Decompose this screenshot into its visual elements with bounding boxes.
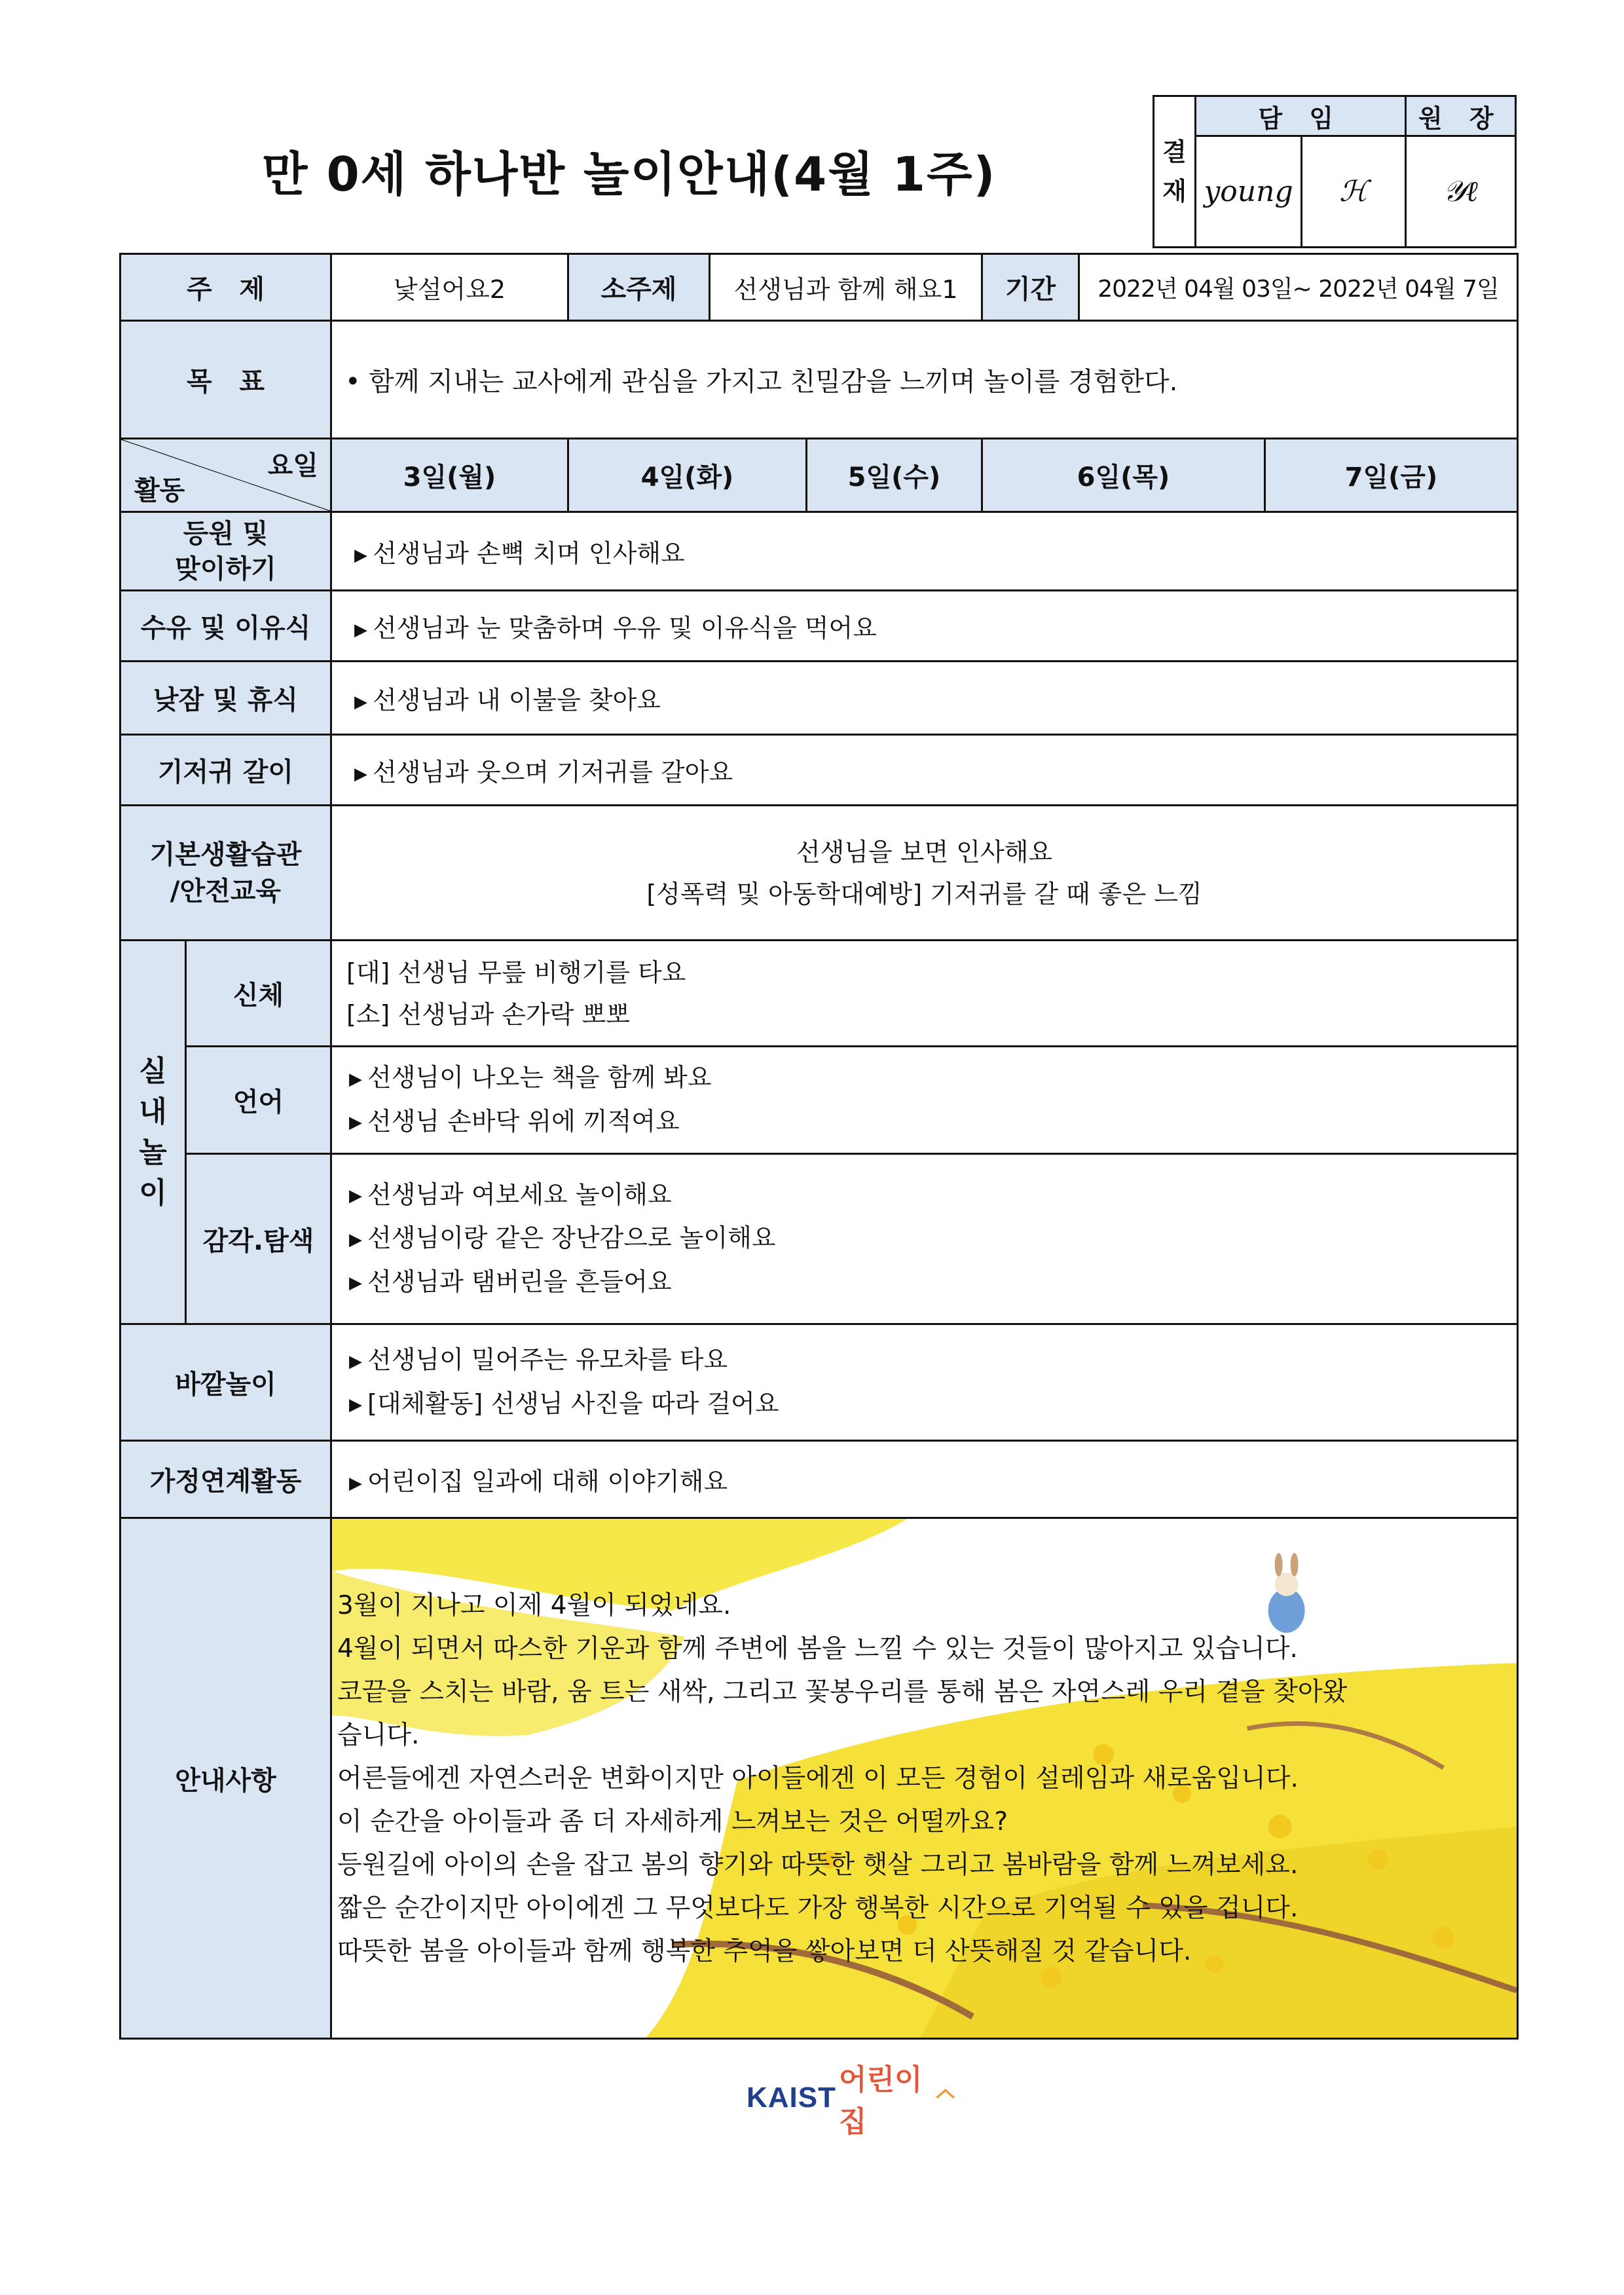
- signature-teacher-1: young: [1196, 136, 1302, 248]
- triangle-bullet-icon: ▶: [354, 692, 367, 712]
- kaist-daycare-logo: [747, 2063, 956, 2138]
- routine-arrival-label: 등원 및 맞이하기: [120, 512, 331, 591]
- subtheme-label: 소주제: [568, 254, 710, 321]
- plan-table: [119, 253, 1519, 2040]
- notice-cell: [331, 1518, 1518, 2039]
- teacher-label: 담 임: [1196, 96, 1406, 136]
- notice-label: 안내사항: [120, 1518, 331, 2039]
- triangle-bullet-icon: ▶: [354, 620, 367, 640]
- goal-text: • 함께 지내는 교사에게 관심을 가지고 친밀감을 느끼며 놀이를 경험한다.: [331, 321, 1518, 439]
- indoor-sensory-label: 감각.탐색: [186, 1154, 331, 1324]
- approval-side-label: 결재: [1154, 96, 1196, 248]
- routine-arrival-text: ▶ 선생님과 손뼉 치며 인사해요: [331, 512, 1518, 591]
- triangle-bullet-icon: ▶: [349, 1069, 362, 1089]
- weekday-label: 요일: [267, 451, 318, 481]
- home-text: ▶ 어린이집 일과에 대해 이야기해요: [331, 1441, 1518, 1518]
- routine-nap-text: ▶ 선생님과 내 이불을 찾아요: [331, 662, 1518, 735]
- routine-diaper-label: 기저귀 갈이: [120, 735, 331, 806]
- page-title: 만 0세 하나반 놀이안내(4월 1주): [262, 147, 997, 202]
- outdoor-label: 바깥놀이: [120, 1324, 331, 1441]
- day-mon: 3일(월): [331, 439, 568, 512]
- period-label: 기간: [982, 254, 1079, 321]
- day-wed: 5일(수): [807, 439, 982, 512]
- signature-director: 𝒴ℓ: [1405, 136, 1515, 248]
- activity-label: 활동: [134, 476, 185, 506]
- period-value: 2022년 04월 03일~ 2022년 04월 7일: [1079, 254, 1518, 321]
- house-icon: [934, 2085, 956, 2111]
- logo-text-kaist: KAIST: [747, 2081, 836, 2114]
- home-label: 가정연계활동: [120, 1441, 331, 1518]
- day-thu: 6일(목): [982, 439, 1265, 512]
- routine-nap-label: 낮잠 및 휴식: [120, 662, 331, 735]
- habits-label: 기본생활습관 /안전교육: [120, 806, 331, 941]
- triangle-bullet-icon: ▶: [349, 1186, 362, 1206]
- indoor-play-label: 실 내 놀 이: [120, 941, 186, 1324]
- routine-diaper-text: ▶ 선생님과 웃으며 기저귀를 갈아요: [331, 735, 1518, 806]
- subtheme-value: 선생님과 함께 해요1: [710, 254, 982, 321]
- triangle-bullet-icon: ▶: [349, 1473, 362, 1493]
- triangle-bullet-icon: ▶: [349, 1113, 362, 1132]
- indoor-sensory-text: ▶ 선생님과 여보세요 놀이해요 ▶ 선생님이랑 같은 장난감으로 놀이해요 ▶ 선생님과 탬버린을 흔들어요: [331, 1154, 1518, 1324]
- indoor-language-text: ▶ 선생님이 나오는 책을 함께 봐요 ▶ 선생님 손바닥 위에 끼적여요: [331, 1047, 1518, 1154]
- day-tue: 4일(화): [568, 439, 807, 512]
- director-label: 원 장: [1405, 96, 1515, 136]
- triangle-bullet-icon: ▶: [349, 1351, 362, 1371]
- notice-area: [332, 1519, 1517, 2038]
- theme-value: 낯설어요2: [331, 254, 568, 321]
- signature-teacher-2: ℋ: [1302, 136, 1405, 248]
- indoor-body-text: [대] 선생님 무릎 비행기를 타요 [소] 선생님과 손가락 뽀뽀: [331, 941, 1518, 1047]
- logo-text-daycare: 어린이집: [839, 2063, 923, 2138]
- triangle-bullet-icon: ▶: [354, 545, 367, 565]
- triangle-bullet-icon: ▶: [349, 1229, 362, 1250]
- triangle-bullet-icon: ▶: [349, 1395, 362, 1415]
- notice-text: 3월이 지나고 이제 4월이 되었네요. 4월이 되면서 따스한 기운과 함께 주변에 봄을 느낄 수 있는 것들이 많아지고 있습니다. 코끝을 스치는 바람, 움 트는 새싹, 그리고 꽃봉우리를 통해 봄은 자연스레 우리 곁을 찾아왔 습니다. 어른들에겐 자연스러운 변화이지만 아이들에겐 이 모든 경험이 설레임과 새로움입니다. 이 순간을 아이들과 좀 더 자세하게 느껴보는 것은 어떨까요? 등원길에 아이의 손을 잡고 봄의 향기와 따뜻한 햇살 그리고 봄바람을 함께 느껴보세요. 짧은 순간이지만 아이에겐 그 무엇보다도 가장 행복한 시간으로 기억될 수 있을 겁니다. 따뜻한 봄을 아이들과 함께 행복한 추억을 쌓아보면 더 산뜻해질 것 같습니다.: [337, 1591, 1348, 1966]
- outdoor-text: ▶ 선생님이 밀어주는 유모차를 타요 ▶ [대체활동] 선생님 사진을 따라 걸어요: [331, 1324, 1518, 1441]
- weekday-activity-header: [120, 439, 331, 512]
- habits-text: 선생님을 보면 인사해요 [성폭력 및 아동학대예방] 기저귀를 갈 때 좋은 느낌: [331, 806, 1518, 941]
- triangle-bullet-icon: ▶: [354, 764, 367, 784]
- routine-feeding-label: 수유 및 이유식: [120, 591, 331, 662]
- indoor-body-label: 신체: [186, 941, 331, 1047]
- routine-feeding-text: ▶ 선생님과 눈 맞춤하며 우유 및 이유식을 먹어요: [331, 591, 1518, 662]
- indoor-language-label: 언어: [186, 1047, 331, 1154]
- day-fri: 7일(금): [1265, 439, 1518, 512]
- goal-label: 목 표: [120, 321, 331, 439]
- theme-label: 주 제: [120, 254, 331, 321]
- approval-box: [1153, 95, 1517, 248]
- triangle-bullet-icon: ▶: [349, 1273, 362, 1294]
